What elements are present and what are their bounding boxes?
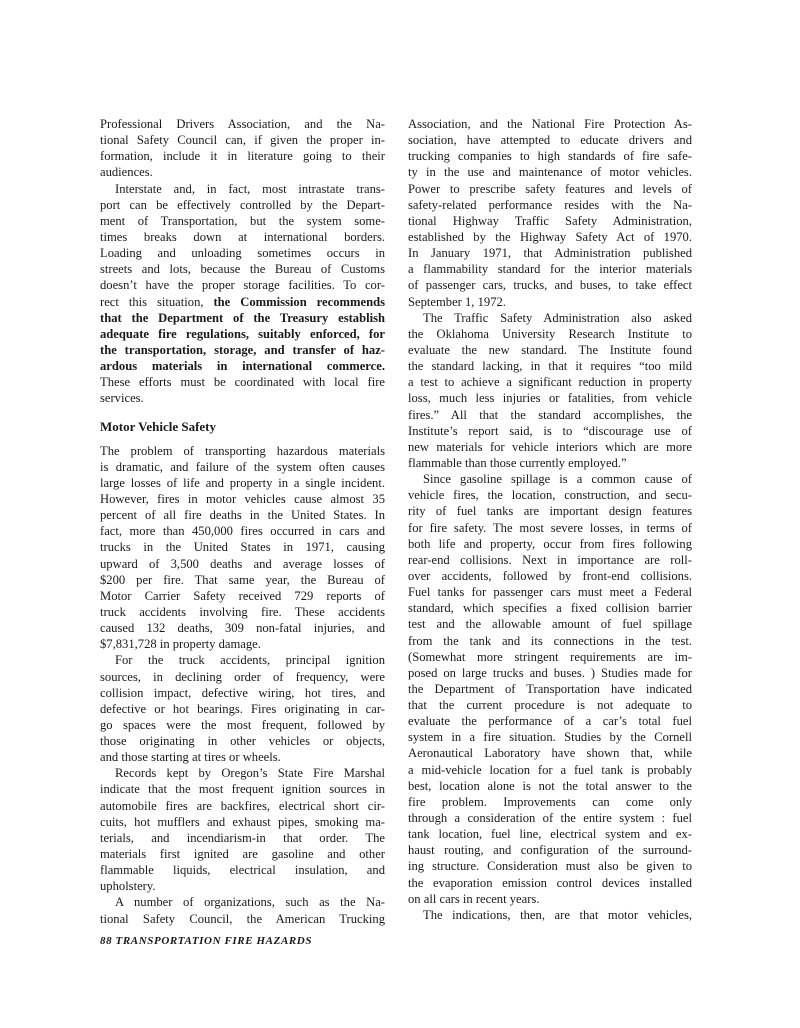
text-line: evaluate the new standard. The Institute found [408,342,692,357]
text-line: tank location, fuel line, electrical system and ex- [408,827,692,842]
right-column [408,116,692,923]
text-line: truck accidents involving fire. These accidents [100,604,385,619]
text-line: Records kept by Oregon’s State Fire Marshal [115,766,385,781]
text-line: flammable than those currently employed.” [408,455,627,470]
text-line: Motor Carrier Safety received 729 reports of [100,588,385,603]
text-line: streets and lots, because the Bureau of Customs [100,262,385,277]
text-line: (Somewhat more stringent requirements are im- [408,649,692,664]
text-line: large losses of life and property in a single incident. [100,475,385,490]
text-line: audiences. [100,165,153,180]
text-line: trucking companies to high standards of fire safe- [408,149,692,164]
text-line: materials first ignited are gasoline and other [100,847,385,862]
text-line: Since gasoline spillage is a common cause of [423,472,692,487]
text-line: For the truck accidents, principal ignition [115,653,385,668]
page-footer: 88 TRANSPORTATION FIRE HAZARDS [100,935,313,947]
text-segment: rect this situation, [100,294,214,309]
text-line: is dramatic, and failure of the system often causes [100,459,385,474]
text-line: system in a fire situation. Studies by the Cornell [408,730,692,745]
text-line: a mid-vehicle location for a fuel tank is probably [408,762,692,777]
text-line [100,358,385,374]
text-line: and those starting at tires or wheels. [100,750,281,765]
text-line: on all cars in recent years. [408,891,540,906]
text-line: $7,831,728 in property damage. [100,637,261,652]
text-line [100,310,385,326]
text-line: ing structure. Consideration must also be given to [408,859,692,874]
text-line: percent of all fire deaths in the United States. In [100,508,385,523]
text-line: automobile fires are backfires, electrical short cir- [100,798,385,813]
text-line: Association, and the National Fire Protection As- [408,117,692,131]
text-line: the Department of Transportation have indicated [408,681,692,696]
text-line: sources, in declining order of frequency, were [100,669,385,684]
text-line: The problem of transporting hazardous materials [100,443,385,458]
paragraph [100,894,385,926]
text-line: the standard lacking, in that it requires “too mild [408,359,692,374]
text-line: loss, much less injuries or fatalities, from vehicle [408,391,692,406]
text-line: from the tank and its connections in the test. [408,633,692,648]
bold-recommendation-text: that the Department of the Treasury establish [100,310,385,325]
text-line: port can be effectively controlled by the Depart- [100,197,385,212]
text-line: indicate that the most frequent ignition sources in [100,782,385,797]
text-line: fire problem. Improvements can come only [408,794,692,809]
section-heading: Motor Vehicle Safety [100,418,217,434]
text-line: for fire safety. The most severe losses, in terms of [408,520,692,535]
text-line: those originating in other vehicles or objects, [100,734,385,749]
text-line: These efforts must be coordinated with local fire [100,375,385,390]
paragraph [100,765,385,894]
text-line: the Oklahoma University Research Institute to [408,326,692,341]
bold-recommendation-text: ardous materials in international commerce. [100,359,385,374]
text-line: over accidents, followed by front-end collisions. [408,568,692,583]
text-line: tional Safety Council, the American Trucking [100,911,385,926]
text-line: upholstery. [100,879,156,894]
paragraph [100,652,385,765]
text-line: times breaks down at international borders. [100,229,385,244]
text-line: collision impact, defective wiring, hot tires, and [100,685,385,700]
paragraph [408,310,692,471]
text-line: caused 132 deaths, 309 non-fatal injuries, and [100,621,385,636]
left-column [100,116,385,927]
text-line: best, location alone is not the total answer to the [408,778,692,793]
text-line: terials, and incendiarism-in that order. The [100,830,385,845]
text-line: a flammability standard for the interior materials [408,262,692,277]
paragraph [408,471,692,907]
text-line [100,294,385,310]
text-line: trucks in the United States in 1971, causing [100,540,385,555]
text-line: test and the allowable amount of fuel spillage [408,617,692,632]
text-line: sociation, have attempted to educate drivers and [408,133,692,148]
paragraph [100,116,385,181]
text-line: rity of fuel tanks are important design features [408,504,692,519]
text-line: A number of organizations, such as the Na- [115,895,385,910]
text-line: through a consideration of the entire system : fuel [408,811,692,826]
text-line: safety-related performance resides with the Na- [408,197,692,212]
text-line: established by the Highway Safety Act of 1970. [408,229,692,244]
text-line: In January 1971, that Administration published [408,246,692,261]
text-line: The indications, then, are that motor vehicles, [423,907,692,922]
paragraph [100,443,385,653]
text-line: Power to prescribe safety features and levels of [408,181,692,196]
text-line: Interstate and, in fact, most intrastate trans- [115,181,385,196]
paragraph [408,907,692,923]
text-line: The Traffic Safety Administration also asked [423,310,692,325]
bold-recommendation-text: the transportation, storage, and transfer of haz- [100,342,385,357]
text-line: flammable liquids, electrical insulation, and [100,863,385,878]
text-line: a test to achieve a significant reduction in property [408,375,692,390]
text-line: new materials for vehicle interiors which are more [408,439,692,454]
text-line: go spaces were the most frequent, followed by [100,717,385,732]
text-line: However, fires in motor vehicles cause almost 35 [100,491,385,506]
text-line: ment of Transportation, but the system some- [100,213,385,228]
text-line: doesn’t have the proper storage facilities. To cor- [100,278,385,293]
text-line: upward of 3,500 deaths and average losses of [100,556,385,571]
text-line: tional Safety Council can, if given the proper in- [100,133,385,148]
text-line: vehicle fires, the location, construction, and secu- [408,488,692,503]
bold-recommendation-text: adequate fire regulations, suitably enforced, for [100,326,385,341]
text-line: rear-end collisions. Next in importance are roll- [408,552,692,567]
text-line: ty in the use and maintenance of motor vehicles. [408,165,692,180]
bold-recommendation-text: the Commission recommends [213,294,385,309]
text-line: evaluate the performance of a car’s total fuel [408,714,692,729]
text-line: cuits, hot mufflers and exhaust pipes, smoking ma- [100,814,385,829]
paragraph [100,181,385,407]
text-line: tional Highway Traffic Safety Administration, [408,213,692,228]
text-line: posed on large trucks and buses. ) Studies made for [408,665,692,680]
text-line: haust routing, and configuration of the surround- [408,843,692,858]
text-line: Professional Drivers Association, and the Na- [100,117,385,131]
text-line: fires.” All that the standard accomplishes, the [408,407,692,422]
text-line: standard, which specifies a fixed collision barrier [408,601,692,616]
text-line: of passenger cars, trucks, and buses, to take effect [408,278,692,293]
text-line: September 1, 1972. [408,294,506,309]
text-line: Institute’s report said, is to “discourage use of [408,423,692,438]
text-line: fact, more than 450,000 fires occurred in cars and [100,524,385,539]
text-line [100,326,385,342]
text-line: services. [100,391,144,406]
text-line: Fuel tanks for passenger cars must meet a Federal [408,585,692,600]
text-line: Loading and unloading sometimes occurs in [100,246,385,261]
text-line: defective or hot bearings. Fires originating in car- [100,701,385,716]
text-line: that the current procedure is not adequate to [408,698,692,713]
text-line: Aeronautical Laboratory have shown that, while [408,746,692,761]
text-line [100,342,385,358]
text-line: both life and property, occur from fires following [408,536,692,551]
paragraph [408,116,692,310]
text-line: $200 per fire. That same year, the Bureau of [100,572,385,587]
text-line: formation, include it in literature going to their [100,149,385,164]
text-line: the evaporation emission control devices installed [408,875,692,890]
